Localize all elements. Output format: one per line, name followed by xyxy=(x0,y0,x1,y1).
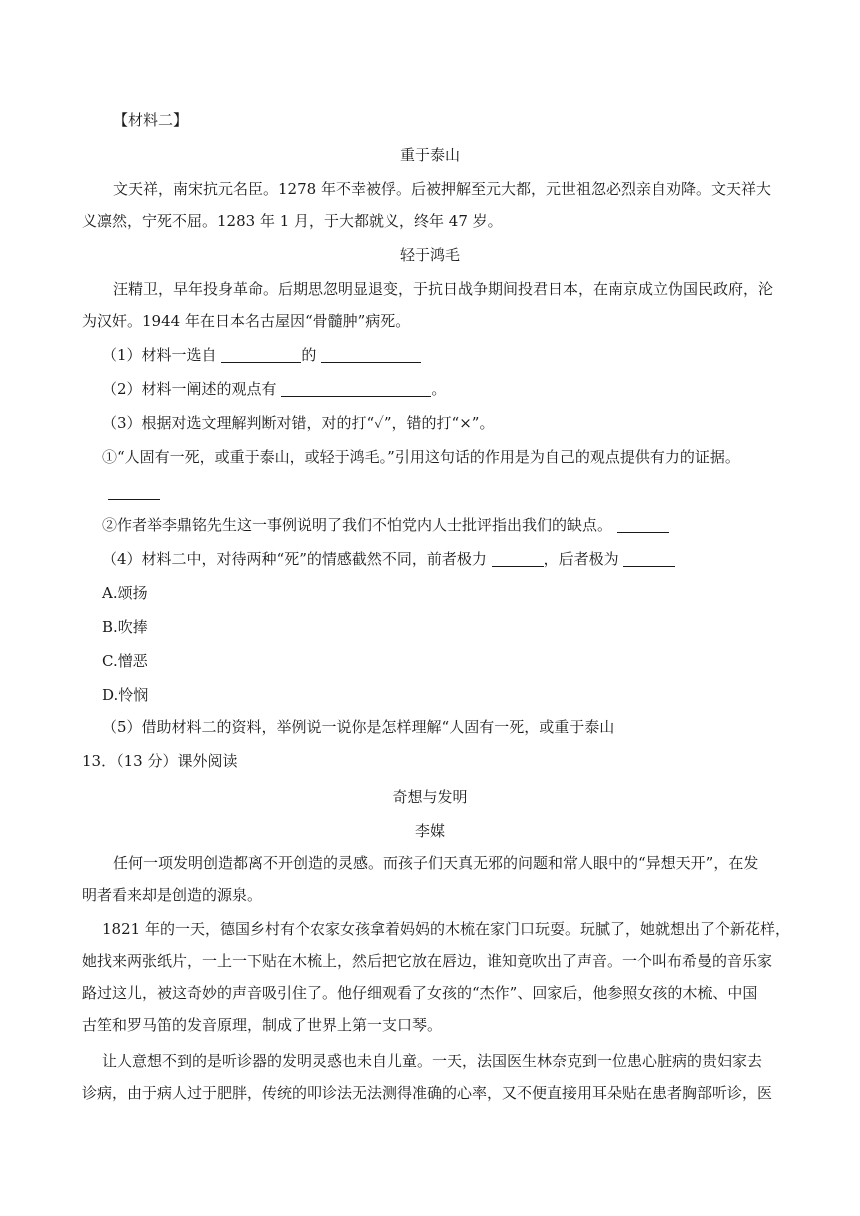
option-c[interactable]: C.憎恶 xyxy=(102,652,148,670)
answer-blank[interactable] xyxy=(492,551,544,567)
question-3: （3）根据对选文理解判断对错，对的打“✓”，错的打“×”。 xyxy=(102,414,495,432)
question-2-text: （2）材料一阐述的观点有 xyxy=(102,380,277,398)
question-1-text-mid: 的 xyxy=(301,346,317,364)
article-paragraph-3-line-1: 让人意想不到的是听诊器的发明灵惑也未自儿童。一天，法国医生林奈克到一位患心脏病的贵妇家去 xyxy=(102,1052,763,1070)
material2-heading: 【材料二】 xyxy=(113,111,189,129)
question-3-item-2 xyxy=(0,514,860,536)
question-3-item-2-text: ②作者举李鼎铭先生这一事例说明了我们不怕党内人士批评指出我们的缺点。 xyxy=(102,516,613,534)
article-paragraph-2-line-1: 1821 年的一天，德国乡村有个农家女孩拿着妈妈的木梳在家门口玩耍。玩腻了，她就想出了个新花样， xyxy=(102,920,790,938)
article-paragraph-2-line-2: 她找来两张纸片，一上一下贴在木梳上，然后把它放在唇边，谁知竟吹出了声音。一个叫布希曼的音乐家 xyxy=(82,952,773,970)
answer-blank[interactable] xyxy=(281,381,431,397)
material2-paragraph-1-line-2: 义凛然，宁死不屈。1283 年 1 月，于大都就义，终年 47 岁。 xyxy=(82,212,503,230)
article-paragraph-1-line-2: 明者看来却是创造的源泉。 xyxy=(82,886,263,904)
material2-paragraph-1-line-1: 文天祥，南宋抗元名臣。1278 年不幸被俘。后被押解至元大都，元世祖忽必烈亲自劝降。文天祥大 xyxy=(113,180,771,198)
question-3-item-1: ①“人固有一死，或重于泰山，或轻于鸿毛。”引用这句话的作用是为自己的观点提供有力的证据。 xyxy=(102,448,740,466)
article-title: 奇想与发明 xyxy=(392,788,468,806)
option-b[interactable]: B.吹捧 xyxy=(102,618,148,636)
answer-blank[interactable] xyxy=(108,484,160,500)
question-4-text-mid: ，后者极为 xyxy=(543,550,619,568)
option-a[interactable]: A.颂扬 xyxy=(102,584,148,602)
article-paragraph-1-line-1: 任何一项发明创造都离不开创造的灵感。而孩子们天真无邪的问题和常人眼中的“异想天开”，在发 xyxy=(113,854,759,872)
material2-title-1: 重于泰山 xyxy=(399,146,460,164)
question-2 xyxy=(0,378,860,400)
section-13-heading: 13．（13 分）课外阅读 xyxy=(82,752,238,770)
question-4-text: （4）材料二中，对待两种“死”的情感截然不同，前者极力 xyxy=(102,550,487,568)
question-2-end: 。 xyxy=(431,380,447,398)
question-1-text: （1）材料一选自 xyxy=(102,346,217,364)
article-author: 李媒 xyxy=(414,822,445,840)
question-1 xyxy=(0,344,860,366)
article-paragraph-3-line-2: 诊病，由于病人过于肥胖，传统的叩诊法无法测得准确的心率，又不便直接用耳朵贴在患者胸部听诊，医 xyxy=(82,1084,773,1102)
material2-paragraph-2-line-2: 为汉奸。1944 年在日本名古屋因“骨髓肿”病死。 xyxy=(82,312,411,330)
answer-blank[interactable] xyxy=(221,347,301,363)
article-paragraph-2-line-4: 古笙和罗马笛的发音原理，制成了世界上第一支口琴。 xyxy=(82,1016,443,1034)
answer-blank[interactable] xyxy=(321,347,421,363)
material2-paragraph-2-line-1: 汪精卫，早年投身革命。后期思忽明显退变，于抗日战争期间投君日本，在南京成立伪国民政府，沦 xyxy=(113,280,774,298)
question-5: （5）借助材料二的资料，举例说一说你是怎样理解“人固有一死，或重于泰山 xyxy=(102,718,615,736)
question-4 xyxy=(0,548,860,570)
question-3-item-1-blank-row xyxy=(0,481,860,503)
material2-title-2: 轻于鸿毛 xyxy=(399,246,460,264)
article-paragraph-2-line-3: 路过这儿，被这奇妙的声音吸引住了。他仔细观看了女孩的“杰作”、回家后，他参照女孩的木梳、中国 xyxy=(82,984,758,1002)
option-d[interactable]: D.怜悯 xyxy=(102,686,149,704)
answer-blank[interactable] xyxy=(623,551,675,567)
answer-blank[interactable] xyxy=(617,517,669,533)
